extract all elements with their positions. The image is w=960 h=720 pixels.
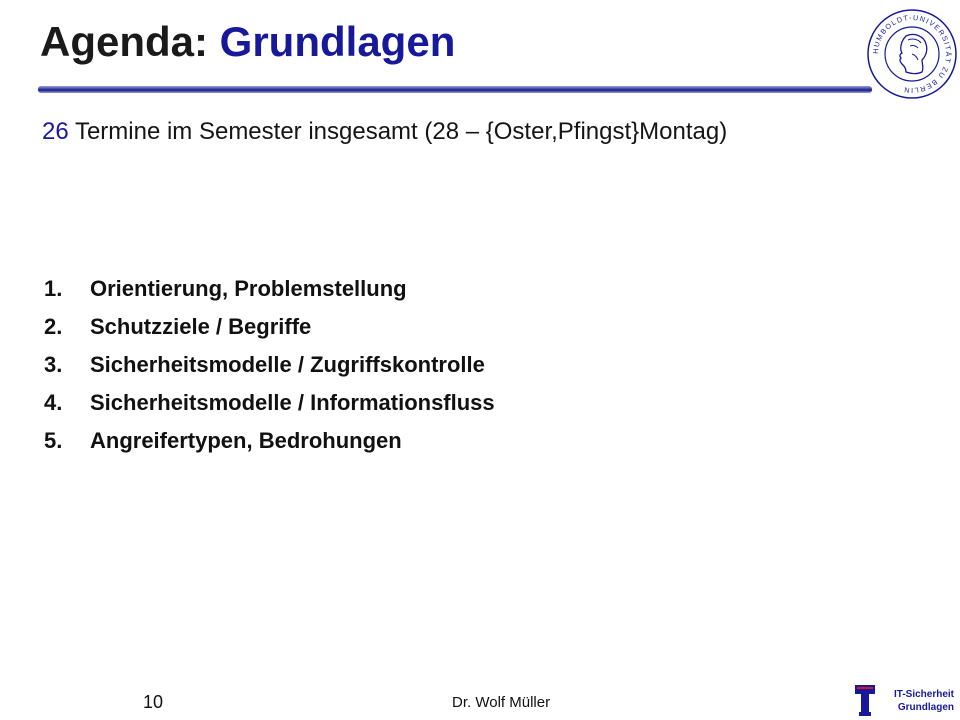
agenda-item-label: Sicherheitsmodelle / Zugriffskontrolle: [90, 352, 485, 377]
intro-line: [42, 118, 727, 146]
agenda-item-index: 1.: [44, 276, 63, 301]
agenda-item: [44, 272, 495, 310]
seal-text: HUMBOLDT-UNIVERSITÄT ZU BERLIN: [870, 12, 954, 96]
author-name: Dr. Wolf Müller: [452, 694, 551, 711]
intro-text: Termine im Semester insgesamt (28 – {Oster,Pfingst}Montag): [68, 118, 728, 145]
agenda-item-label: Orientierung, Problemstellung: [90, 276, 407, 301]
agenda-item: [44, 424, 495, 462]
agenda-item-index: 5.: [44, 428, 63, 453]
agenda-item-index: 4.: [44, 390, 63, 415]
title-main: Grundlagen: [219, 18, 456, 65]
course-label-line1: IT-Sicherheit: [893, 689, 954, 700]
intro-number: 26: [42, 118, 69, 145]
agenda-list: [44, 272, 495, 462]
agenda-item: [44, 310, 495, 348]
agenda-item-index: 2.: [44, 314, 63, 339]
slide-title: [40, 18, 455, 66]
it-security-logo-icon: [854, 684, 876, 718]
agenda-item-label: Schutzziele / Begriffe: [90, 314, 312, 339]
svg-text:HUMBOLDT-UNIVERSITÄT ZU BERLIN: [871, 13, 953, 95]
agenda-item-label: Angreifertypen, Bedrohungen: [90, 428, 402, 453]
title-prefix: Agenda:: [40, 18, 208, 65]
university-seal-icon: [866, 8, 958, 100]
agenda-item: [44, 348, 495, 386]
course-label: [878, 688, 954, 714]
agenda-item-index: 3.: [44, 352, 63, 377]
agenda-item-label: Sicherheitsmodelle / Informationsfluss: [90, 390, 495, 415]
agenda-item: [44, 386, 495, 424]
course-label-line2: Grundlagen: [897, 702, 954, 713]
title-underline: [38, 86, 872, 93]
page-number: 10: [143, 692, 164, 712]
